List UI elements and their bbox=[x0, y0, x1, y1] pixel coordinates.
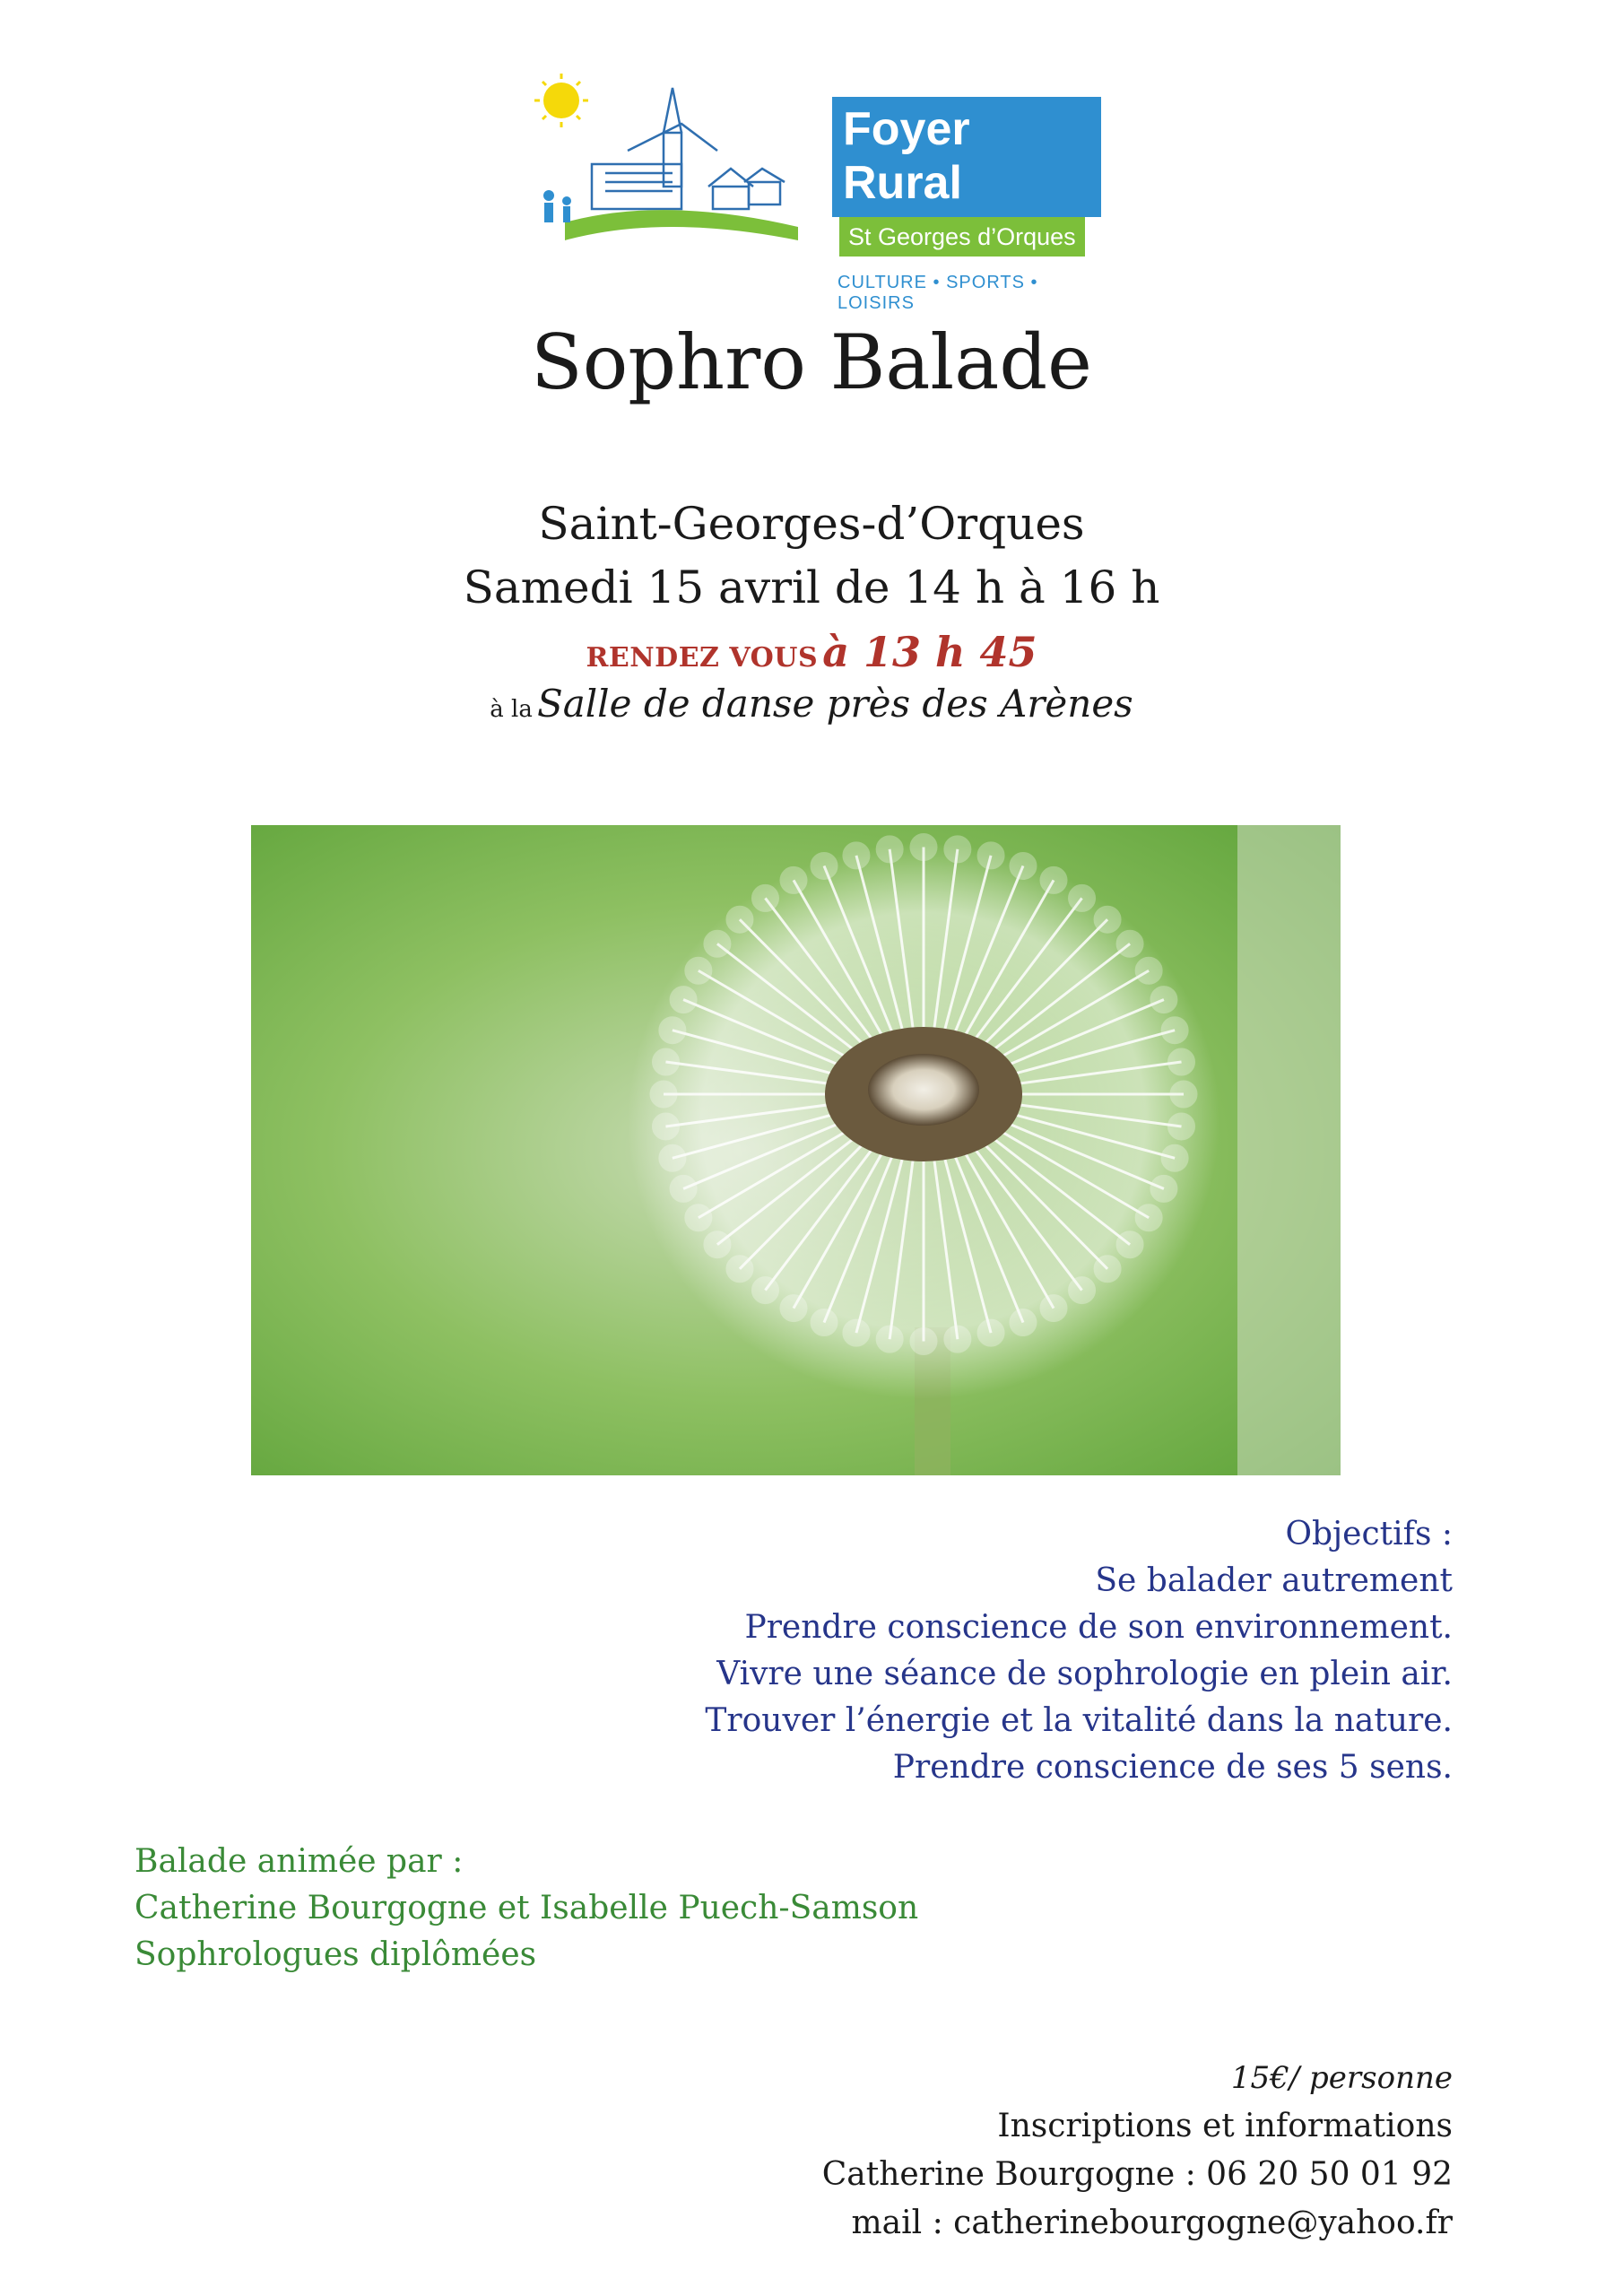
event-town: Saint-Georges-d’Orques bbox=[538, 498, 1085, 550]
venue-name: Salle de danse près des Arènes bbox=[536, 682, 1133, 726]
objective-item: Prendre conscience de ses 5 sens. bbox=[892, 1749, 1453, 1786]
objective-item: Prendre conscience de son environnement. bbox=[744, 1609, 1453, 1646]
seed-tuft bbox=[1162, 1145, 1187, 1170]
seed-tuft bbox=[1169, 1049, 1194, 1074]
seed-tuft bbox=[1041, 867, 1066, 892]
village-illustration-icon bbox=[529, 70, 807, 249]
seed-tuft bbox=[1117, 1232, 1142, 1257]
seed-tuft bbox=[844, 1320, 869, 1345]
seed-tuft bbox=[1011, 1310, 1036, 1335]
logo-brand: Foyer Rural bbox=[832, 97, 1101, 217]
seed-tuft bbox=[1162, 1018, 1187, 1043]
seed-tuft bbox=[752, 1278, 777, 1303]
seed-tuft bbox=[727, 907, 752, 932]
seed-tuft bbox=[727, 1257, 752, 1282]
event-date: Samedi 15 avril de 14 h à 16 h bbox=[463, 561, 1160, 613]
logo-illustration bbox=[529, 70, 807, 249]
objectives-section bbox=[705, 1511, 1453, 1791]
logo-tagline: CULTURE • SPORTS • LOISIRS bbox=[838, 273, 1038, 313]
seed-tuft bbox=[1136, 958, 1161, 983]
foyer-rural-logo bbox=[832, 97, 1101, 314]
seed-tuft bbox=[844, 843, 869, 868]
seed-tuft bbox=[877, 837, 902, 862]
objective-item: Trouver l’énergie et la vitalité dans la nature. bbox=[705, 1702, 1453, 1739]
seed-tuft bbox=[1070, 1278, 1095, 1303]
objective-item: Vivre une séance de sophrologie en plein air. bbox=[716, 1656, 1453, 1692]
seed-tuft bbox=[945, 1326, 970, 1352]
seed-tuft bbox=[1136, 1205, 1161, 1231]
rendezvous-line bbox=[0, 628, 1623, 676]
seed-tuft bbox=[653, 1049, 678, 1074]
contact-section bbox=[822, 2054, 1453, 2248]
seed-tuft bbox=[1041, 1296, 1066, 1321]
seed-tuft bbox=[705, 1232, 730, 1257]
seed-tuft bbox=[1151, 1176, 1176, 1201]
rendezvous-time: à 13 h 45 bbox=[822, 628, 1037, 676]
page-title: Sophro Balade bbox=[531, 318, 1092, 406]
seed-tuft bbox=[1095, 1257, 1120, 1282]
seed-tuft bbox=[1169, 1114, 1194, 1139]
seed-tuft bbox=[660, 1018, 685, 1043]
objectives-heading: Objectifs : bbox=[1285, 1516, 1453, 1552]
seed-tuft bbox=[651, 1082, 676, 1107]
facilitators-title: Sophrologues diplômées bbox=[135, 1936, 537, 1973]
seed-tuft bbox=[1171, 1082, 1196, 1107]
seed-tuft bbox=[1011, 853, 1036, 878]
venue-line bbox=[0, 682, 1623, 726]
seed-tuft bbox=[660, 1145, 685, 1170]
seed-tuft bbox=[812, 853, 837, 878]
seed-tuft bbox=[911, 835, 936, 860]
seed-tuft bbox=[877, 1326, 902, 1352]
contact-email[interactable]: mail : catherinebourgogne@yahoo.fr bbox=[851, 2205, 1453, 2241]
rendezvous-label: RENDEZ VOUS bbox=[586, 642, 819, 674]
seed-tuft bbox=[752, 885, 777, 910]
seed-tuft bbox=[978, 843, 1003, 868]
seed-tuft bbox=[705, 931, 730, 956]
objective-item: Se balader autrement bbox=[1095, 1562, 1453, 1599]
seed-tuft bbox=[671, 987, 696, 1013]
seed-tuft bbox=[686, 958, 711, 983]
facilitators-label: Balade animée par : bbox=[135, 1843, 464, 1880]
contact-phone: Catherine Bourgogne : 06 20 50 01 92 bbox=[821, 2156, 1453, 2193]
seed-tuft bbox=[1151, 987, 1176, 1013]
seed-tuft bbox=[781, 867, 806, 892]
seed-tuft bbox=[1117, 931, 1142, 956]
seed-tuft bbox=[1070, 885, 1095, 910]
seed-tuft bbox=[653, 1114, 678, 1139]
dandelion-photo bbox=[251, 825, 1341, 1475]
facilitators-names: Catherine Bourgogne et Isabelle Puech-Samson bbox=[135, 1890, 919, 1926]
seed-tuft bbox=[781, 1296, 806, 1321]
seed-tuft bbox=[812, 1310, 837, 1335]
seed-tuft bbox=[945, 837, 970, 862]
seed-tuft bbox=[1095, 907, 1120, 932]
facilitators-section bbox=[135, 1839, 918, 1979]
seed-tuft bbox=[671, 1176, 696, 1201]
venue-prefix: à la bbox=[490, 696, 533, 723]
logo-place: St Georges d’Orques bbox=[839, 217, 1085, 257]
seed-tuft bbox=[686, 1205, 711, 1231]
price: 15€/ personne bbox=[1230, 2060, 1453, 2096]
contact-heading: Inscriptions et informations bbox=[997, 2108, 1453, 2144]
seed-tuft bbox=[978, 1320, 1003, 1345]
seed-tuft bbox=[911, 1329, 936, 1354]
